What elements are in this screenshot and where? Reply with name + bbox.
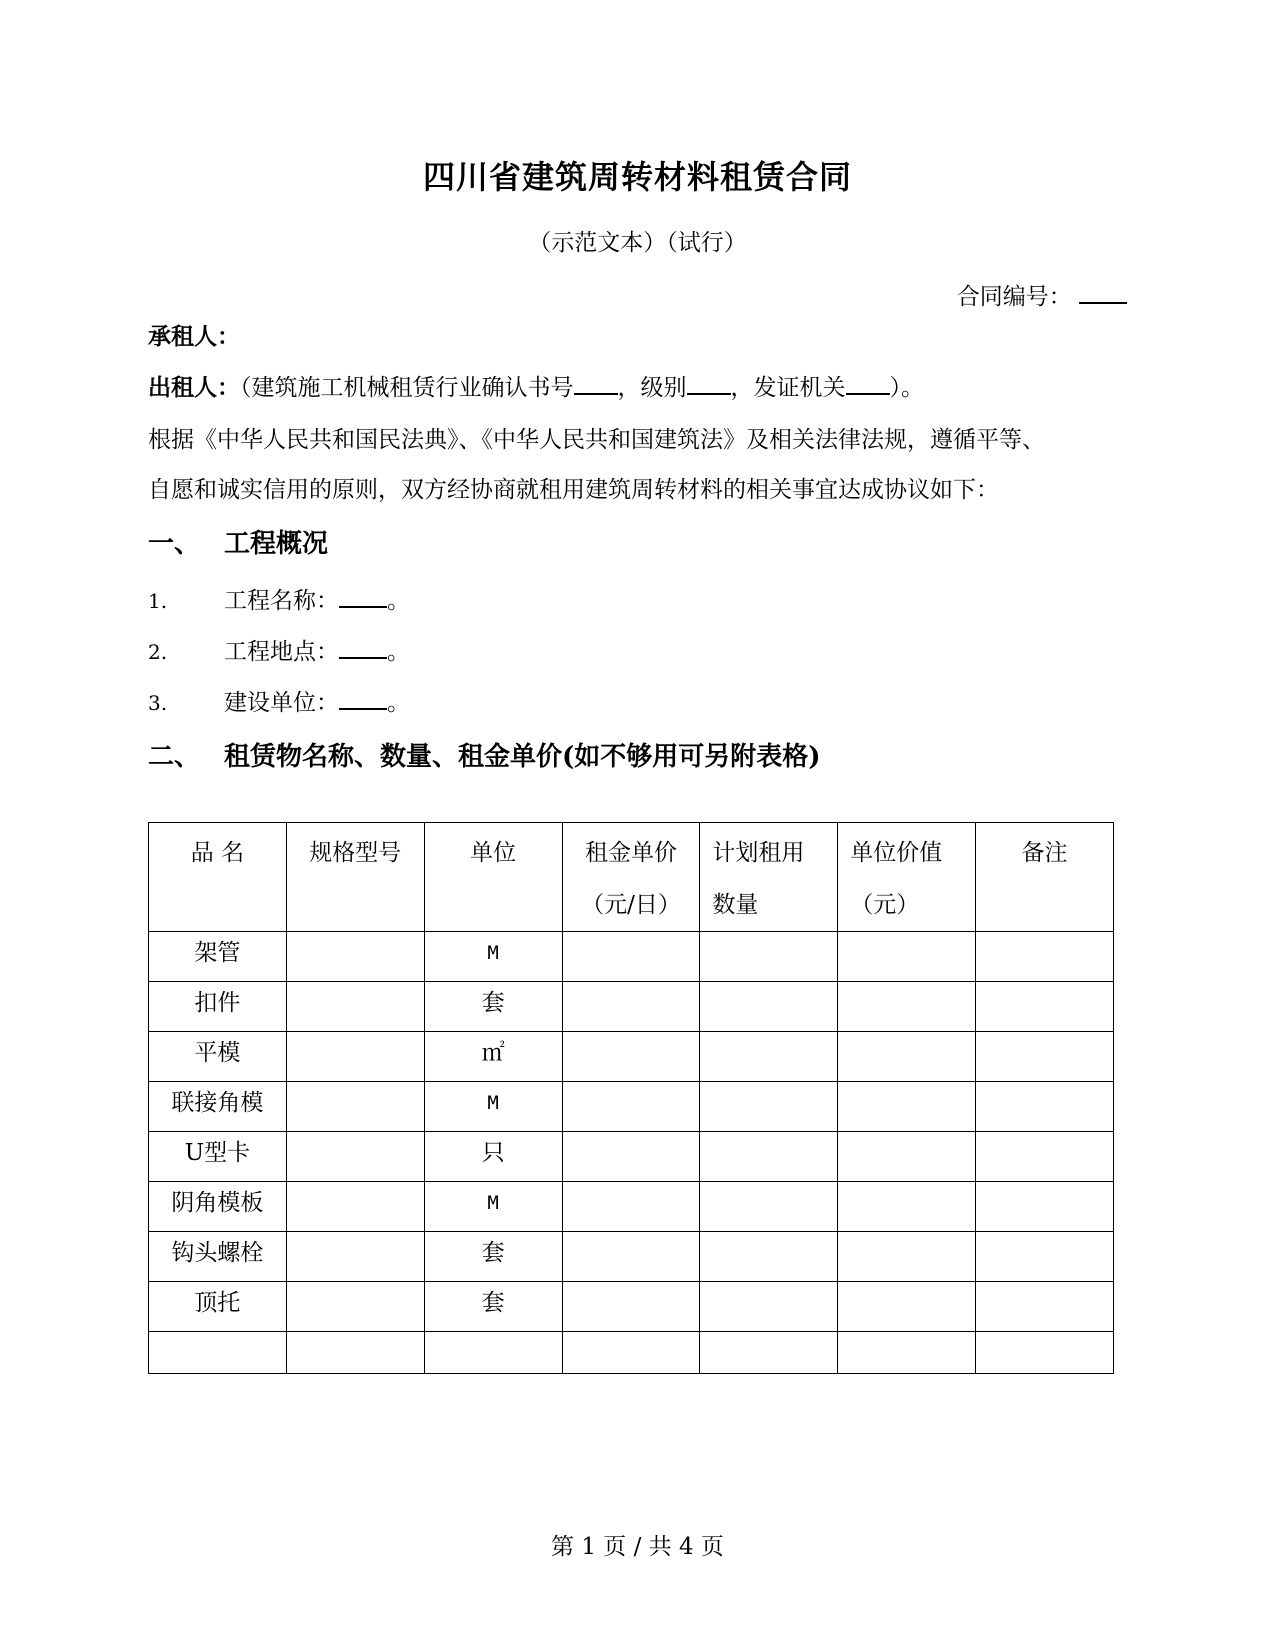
- cell-name: [149, 932, 287, 982]
- cell-price: [562, 1232, 700, 1282]
- table-row: [149, 1082, 1114, 1132]
- cell-value: [838, 1332, 976, 1374]
- header-cell-remarks: [976, 823, 1114, 932]
- header-label: 租金单价: [584, 840, 677, 866]
- item-number: 1.: [148, 589, 168, 613]
- cell-quantity: [700, 1082, 838, 1132]
- project-name-item: [148, 582, 410, 615]
- cell-remarks: [976, 1082, 1114, 1132]
- lessor-label: 出租人：: [148, 374, 240, 401]
- item-label: 工程名称：: [224, 588, 339, 614]
- lessee-label: 承租人：: [148, 323, 240, 350]
- header-cell-unit: [424, 823, 562, 932]
- cell-unit: [424, 1332, 562, 1374]
- item-name: 钩头螺栓: [171, 1240, 264, 1266]
- cell-unit: [424, 1032, 562, 1082]
- cell-price: [562, 1282, 700, 1332]
- cell-price: [562, 1182, 700, 1232]
- rental-items-table: [148, 822, 1114, 1374]
- cell-remarks: [976, 982, 1114, 1032]
- cell-quantity: [700, 982, 838, 1032]
- cell-unit: [424, 1182, 562, 1232]
- item-name: U型卡: [184, 1140, 251, 1166]
- table-row: [149, 932, 1114, 982]
- cell-spec: [286, 1232, 424, 1282]
- cell-remarks: [976, 932, 1114, 982]
- cell-quantity: [700, 1182, 838, 1232]
- header-label: 规格型号: [309, 840, 402, 866]
- cell-remarks: [976, 1232, 1114, 1282]
- item-label: 工程地点：: [224, 639, 339, 665]
- item-unit: 只: [481, 1140, 505, 1166]
- section-2-heading: [148, 736, 821, 773]
- item-name: 架管: [194, 940, 241, 966]
- cell-unit: [424, 1132, 562, 1182]
- cell-name: [149, 982, 287, 1032]
- header-cell-price: [562, 823, 700, 932]
- cell-value: [838, 1132, 976, 1182]
- cell-price: [562, 1032, 700, 1082]
- item-unit: M: [487, 1192, 499, 1214]
- cell-name: [149, 1132, 287, 1182]
- item-number: 2.: [148, 640, 168, 664]
- table-row-empty: [149, 1332, 1114, 1374]
- document-subtitle: （示范文本）（试行）: [528, 230, 747, 256]
- lessor-line: [148, 369, 924, 402]
- item-end: 。: [387, 690, 410, 716]
- cell-remarks: [976, 1032, 1114, 1082]
- cell-spec: [286, 1032, 424, 1082]
- cell-remarks: [976, 1182, 1114, 1232]
- cell-spec: [286, 1282, 424, 1332]
- table-row: [149, 1232, 1114, 1282]
- item-name: 扣件: [194, 990, 241, 1016]
- item-unit: 套: [481, 990, 505, 1016]
- cell-unit: [424, 982, 562, 1032]
- issuer-blank: [846, 373, 890, 395]
- cell-spec: [286, 982, 424, 1032]
- cell-spec: [286, 1132, 424, 1182]
- contract-number-label: 合同编号：: [956, 284, 1072, 310]
- cell-name: [149, 1032, 287, 1082]
- item-end: 。: [387, 588, 410, 614]
- cell-value: [838, 1182, 976, 1232]
- item-unit: 套: [481, 1240, 505, 1266]
- cell-quantity: [700, 1282, 838, 1332]
- contract-number-blank: [1079, 282, 1127, 304]
- cell-remarks: [976, 1332, 1114, 1374]
- cell-unit: [424, 1282, 562, 1332]
- builder-unit-item: [148, 684, 410, 717]
- item-end: 。: [387, 639, 410, 665]
- cell-price: [562, 982, 700, 1032]
- cell-spec: [286, 1082, 424, 1132]
- item-unit: M: [487, 1092, 499, 1114]
- table-row: [149, 1032, 1114, 1082]
- cell-name: [149, 1082, 287, 1132]
- cell-price: [562, 1132, 700, 1182]
- header-label: 计划租用: [712, 840, 805, 866]
- header-label: 单位: [470, 840, 517, 866]
- item-label: 建设单位：: [224, 690, 339, 716]
- header-sublabel: （元/日）: [581, 892, 681, 918]
- cell-unit: [424, 932, 562, 982]
- cell-quantity: [700, 1232, 838, 1282]
- cell-value: [838, 1032, 976, 1082]
- section-1-heading: [148, 523, 328, 560]
- lessor-note-4: ）。: [889, 375, 924, 401]
- cell-remarks: [976, 1132, 1114, 1182]
- cell-quantity: [700, 1132, 838, 1182]
- cell-value: [838, 1082, 976, 1132]
- cell-price: [562, 1082, 700, 1132]
- cell-name: [149, 1282, 287, 1332]
- item-name: 平模: [194, 1040, 241, 1066]
- cell-name: [149, 1332, 287, 1374]
- table-row: [149, 982, 1114, 1032]
- item-unit: 套: [481, 1290, 505, 1316]
- section-2-title: 租赁物名称、数量、租金单价(如不够用可另附表格): [224, 742, 821, 772]
- item-unit: ㎡: [481, 1040, 505, 1066]
- header-label: 品 名: [190, 840, 245, 866]
- header-sublabel: 数量: [712, 892, 759, 918]
- cell-spec: [286, 1332, 424, 1374]
- header-cell-value: [838, 823, 976, 932]
- lessor-note-3: ，发证机关: [730, 375, 846, 401]
- cell-value: [838, 1282, 976, 1332]
- lessee-line: [148, 318, 240, 351]
- lessor-note-2: ，级别: [617, 375, 687, 401]
- document-title: 四川省建筑周转材料租赁合同: [422, 158, 852, 196]
- item-name: 顶托: [194, 1290, 241, 1316]
- grade-blank: [687, 373, 731, 395]
- project-location-item: [148, 633, 410, 666]
- table-row: [149, 1282, 1114, 1332]
- page-footer: 第 1 页 / 共 4 页: [551, 1534, 724, 1560]
- table-row: [149, 1182, 1114, 1232]
- cell-name: [149, 1232, 287, 1282]
- cell-remarks: [976, 1282, 1114, 1332]
- cell-quantity: [700, 1332, 838, 1374]
- cell-price: [562, 1332, 700, 1374]
- preamble-line-2: 自愿和诚实信用的原则，双方经协商就租用建筑周转材料的相关事宜达成协议如下：: [148, 477, 999, 503]
- section-2-number: 二、: [148, 742, 201, 772]
- section-1-title: 工程概况: [224, 529, 329, 559]
- table-row: [149, 1132, 1114, 1182]
- project-location-blank: [339, 637, 387, 659]
- header-cell-name: [149, 823, 287, 932]
- table-header-row: [149, 823, 1114, 932]
- cell-spec: [286, 1182, 424, 1232]
- header-sublabel: （元）: [850, 892, 920, 918]
- header-label: 单位价值: [850, 840, 943, 866]
- cell-spec: [286, 932, 424, 982]
- cell-price: [562, 932, 700, 982]
- section-1-number: 一、: [148, 529, 201, 559]
- cell-quantity: [700, 932, 838, 982]
- cell-value: [838, 932, 976, 982]
- item-unit: M: [487, 942, 499, 964]
- cell-value: [838, 982, 976, 1032]
- cell-unit: [424, 1082, 562, 1132]
- item-name: 联接角模: [171, 1090, 264, 1116]
- cell-name: [149, 1182, 287, 1232]
- cell-quantity: [700, 1032, 838, 1082]
- preamble-line-1: 根据《中华人民共和国民法典》、《中华人民共和国建筑法》及相关法律法规，遵循平等、: [148, 427, 1045, 453]
- cell-unit: [424, 1232, 562, 1282]
- cell-value: [838, 1232, 976, 1282]
- project-name-blank: [339, 586, 387, 608]
- item-number: 3.: [148, 691, 168, 715]
- contract-number: [957, 278, 1127, 311]
- cert-no-blank: [574, 373, 618, 395]
- builder-unit-blank: [339, 688, 387, 710]
- item-name: 阴角模板: [171, 1190, 264, 1216]
- header-cell-quantity: [700, 823, 838, 932]
- header-label: 备注: [1021, 840, 1068, 866]
- header-cell-spec: [286, 823, 424, 932]
- lessor-note-1: （建筑施工机械租赁行业确认书号: [240, 375, 574, 401]
